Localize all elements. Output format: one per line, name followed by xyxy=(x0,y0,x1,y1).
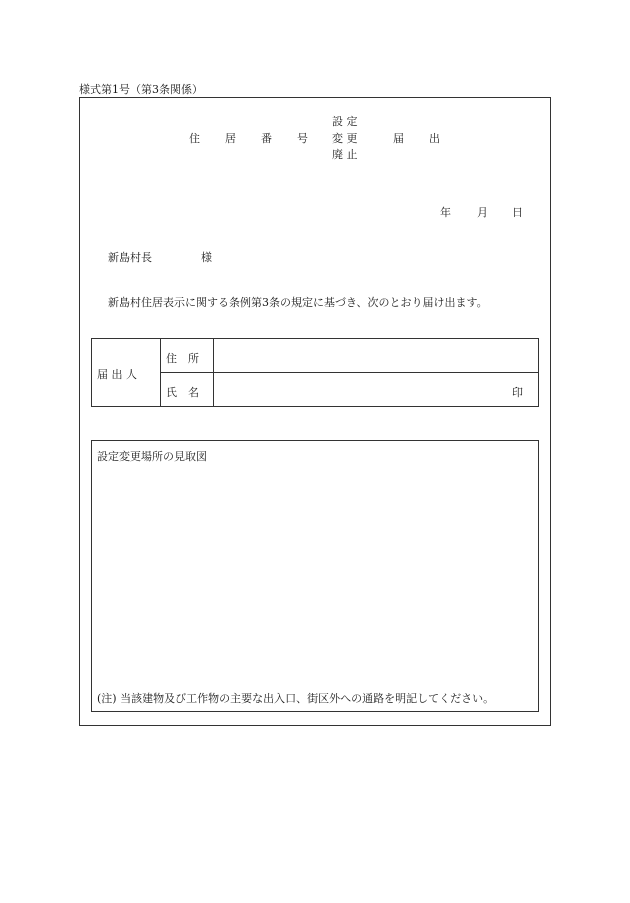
date-month: 月 xyxy=(477,206,488,219)
date-year: 年 xyxy=(440,206,451,219)
seal-mark: 印 xyxy=(512,386,523,399)
title-option-abolish: 廃 止 xyxy=(332,148,358,161)
title-option-establish: 設 定 xyxy=(332,115,358,128)
sketch-map-title: 設定変更場所の見取図 xyxy=(97,450,207,463)
title-suffix-2: 出 xyxy=(429,132,440,145)
table-divider xyxy=(160,372,538,373)
sketch-map-box xyxy=(91,440,539,712)
applicant-table xyxy=(91,338,539,407)
name-label: 氏 名 xyxy=(166,386,199,399)
title-suffix-1: 届 xyxy=(393,132,404,145)
form-code: 様式第1号（第3条関係） xyxy=(79,83,203,96)
addressee-name: 新島村長 xyxy=(108,251,152,264)
statement-text: 新島村住居表示に関する条例第3条の規定に基づき、次のとおり届け出ます。 xyxy=(108,296,488,309)
title-option-change: 変 更 xyxy=(332,132,358,145)
title-char-4: 号 xyxy=(297,132,308,145)
sketch-map-note: (注) 当該建物及び工作物の主要な出入口、街区外への通路を明記してください。 xyxy=(97,692,495,705)
title-char-2: 居 xyxy=(225,132,236,145)
title-char-3: 番 xyxy=(261,132,272,145)
title-char-1: 住 xyxy=(189,132,200,145)
date-day: 日 xyxy=(512,206,523,219)
addressee-honorific: 様 xyxy=(201,251,212,264)
address-label: 住 所 xyxy=(166,352,199,365)
applicant-header: 届 出 人 xyxy=(97,368,137,381)
